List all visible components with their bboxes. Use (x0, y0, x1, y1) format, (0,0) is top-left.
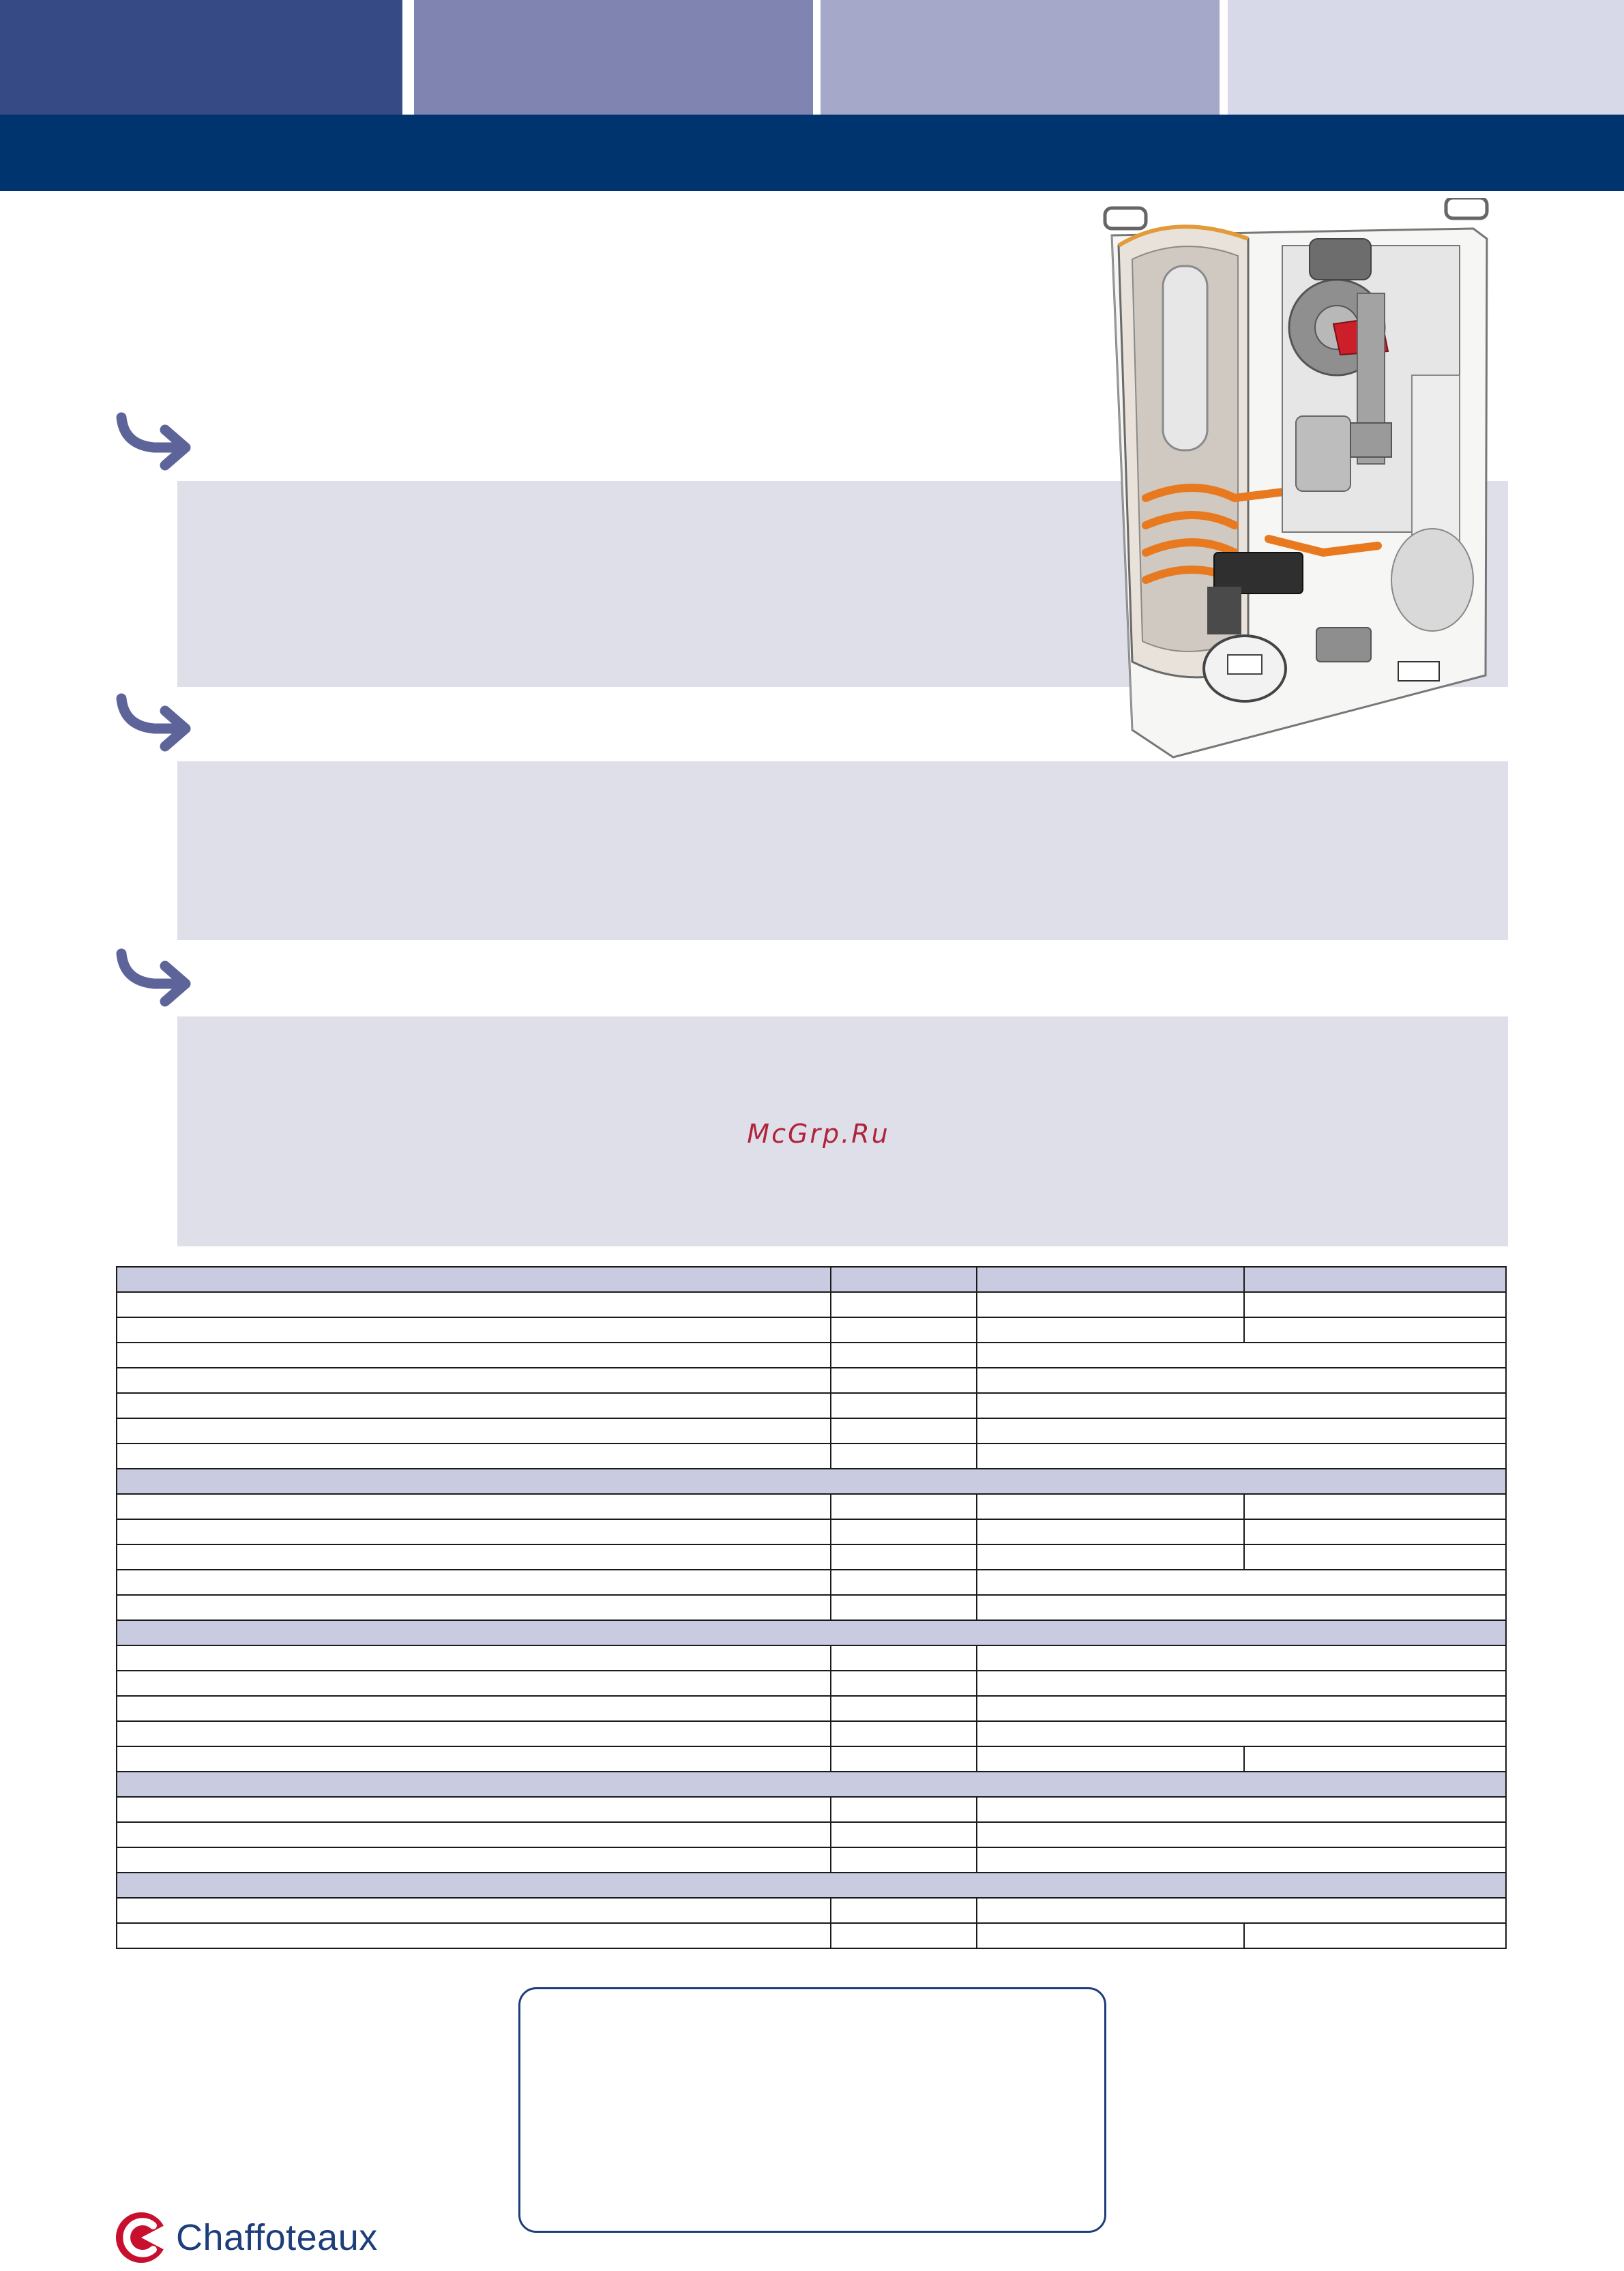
chaffoteaux-logo-icon (115, 2211, 168, 2264)
table-row (117, 1570, 1506, 1595)
table-row (117, 1847, 1506, 1873)
table-section-row (117, 1469, 1506, 1494)
table-header-row (117, 1267, 1506, 1292)
table-row (117, 1519, 1506, 1544)
table-row (117, 1923, 1506, 1948)
table-row (117, 1822, 1506, 1847)
table-row (117, 1797, 1506, 1822)
table-row (117, 1544, 1506, 1570)
table-row (117, 1595, 1506, 1620)
table-row (117, 1696, 1506, 1721)
content-panel-2 (177, 761, 1508, 940)
curved-arrow-icon (115, 409, 196, 471)
table-row (117, 1368, 1506, 1393)
boiler-cutaway-illustration (1091, 198, 1501, 764)
table-row (117, 1444, 1506, 1469)
table-row (117, 1317, 1506, 1343)
table-row (117, 1418, 1506, 1444)
table-row (117, 1898, 1506, 1923)
table-row (117, 1393, 1506, 1418)
table-section-row (117, 1620, 1506, 1645)
header-tab-4 (1228, 0, 1624, 115)
brand-name: Chaffoteaux (176, 2217, 378, 2258)
table-section-row (117, 1772, 1506, 1797)
table-row (117, 1746, 1506, 1772)
curved-arrow-icon (115, 690, 196, 752)
brand-logo (115, 2210, 378, 2265)
header-tab-2 (414, 0, 813, 115)
table-row (117, 1343, 1506, 1368)
table-row (117, 1645, 1506, 1671)
curved-arrow-icon (115, 946, 196, 1007)
table-row (117, 1721, 1506, 1746)
header-band (0, 115, 1624, 191)
header-tab-3 (821, 0, 1220, 115)
watermark: McGrp.Ru (747, 1119, 890, 1149)
note-box (518, 1987, 1106, 2233)
header-tab-1 (0, 0, 402, 115)
table-section-row (117, 1873, 1506, 1898)
spec-table (116, 1266, 1507, 1949)
table-row (117, 1494, 1506, 1519)
table-row (117, 1292, 1506, 1317)
table-row (117, 1671, 1506, 1696)
